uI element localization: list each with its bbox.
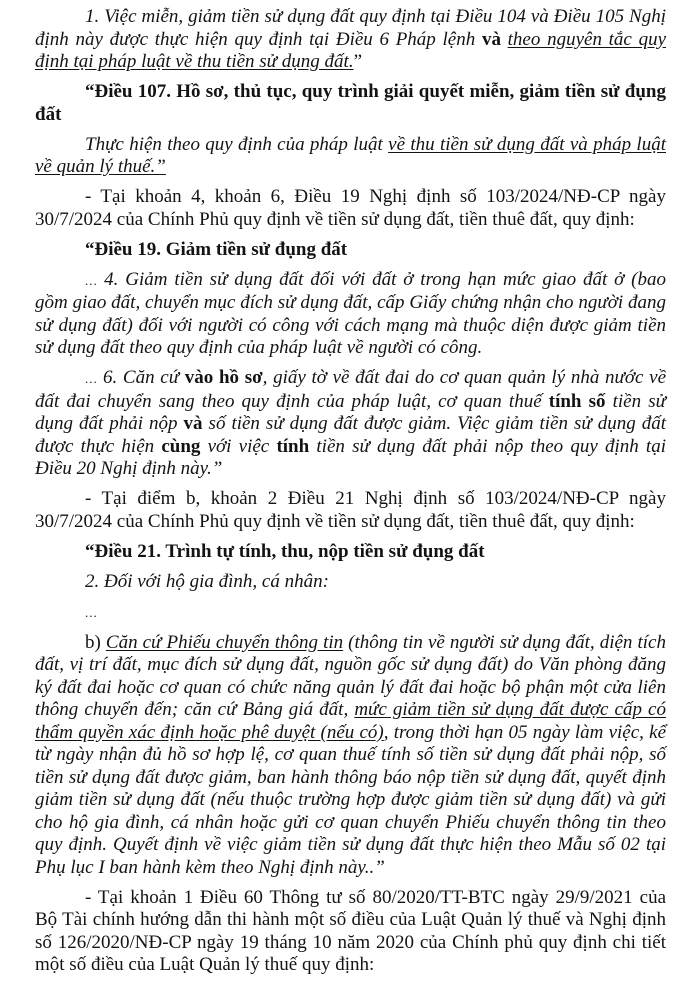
- text-run: số tiền sử dụng đất được giảm. Việc giảm tiền sử dụng đất được thực hiện: [35, 413, 666, 457]
- text-run: “Điều 107. Hồ sơ, thủ tục, quy trình giải quyết miễn, giảm tiền sử đụng đất: [35, 81, 666, 125]
- ellipsis-line: [35, 601, 666, 625]
- text-run: , giấy tờ về đất đai do cơ quan quản lý nhà nước về đất đai chuyển sang theo quy định của pháp luật, cơ quan thuế: [35, 367, 667, 412]
- text-run: và: [481, 28, 508, 50]
- text-run: mức giảm tiền sử dụng đất được cấp có thẩm quyền xác định hoặc phê duyệt (nếu có): [35, 699, 666, 743]
- text-run: Căn cứ Phiếu chuyển thông tin: [105, 631, 344, 653]
- text-run: 6. Căn cứ: [102, 367, 185, 388]
- text-run: 1. Việc miễn, giảm tiền sử dụng đất quy định tại Điều 104 và Điều 105 Nghị định này được thực hiện quy định tại Điều 6 Pháp lệnh: [35, 6, 666, 50]
- text-run: (thông tin về người sử dụng đất, diện tích đất, vị trí đất, mục đích sử dụng đất, nguồn gốc sử dụng đất) do Văn phòng đăng ký đất đai hoặc cơ quan có chức năng quản lý đất đai hoặc bộ phận một cửa liên thông chuyển đến; căn cứ Bảng giá đất,: [35, 631, 666, 720]
- text-run: 4. Giảm tiền sử dụng đất đối với đất ở trong hạn mức giao đất ở (bao gồm giao đất, chuyển mục đích sử dụng đất, cấp Giấy chứng nhận cho người đang sử dụng đất) đối với người có công với cách mạng mà thuộc diện được giảm tiền sử dụng đất theo quy định của pháp luật về người có công.: [35, 268, 667, 358]
- cite-diem-b-khoan-2-dieu-21: [35, 488, 666, 533]
- text-run: “Điều 19. Giảm tiền sử đụng đất: [85, 238, 348, 260]
- text-run: - Tại khoản 4, khoản 6, Điều 19 Nghị định số 103/2024/NĐ-CP ngày 30/7/2024 của Chính Phủ quy định về tiền sử dụng đất, tiền thuê đất, quy định:: [35, 186, 666, 230]
- text-run: tính: [276, 435, 317, 457]
- text-run: - Tại điểm b, khoản 2 Điều 21 Nghị định số 103/2024/NĐ-CP ngày 30/7/2024 của Chính Phủ quy định về tiền sử dụng đất, tiền thuê đất, quy định:: [35, 488, 666, 532]
- text-run: “Điều 21. Trình tự tính, thu, nộp tiền sử đụng đất: [85, 540, 485, 562]
- intro-clause-1: [35, 6, 666, 74]
- text-run: tính số: [548, 390, 613, 412]
- heading-dieu-21: [35, 541, 666, 564]
- clause-2-ho-gia-dinh: [35, 571, 666, 594]
- text-run: 2. Đối với hộ gia đình, cá nhân:: [85, 570, 329, 592]
- text-run: và: [183, 413, 209, 434]
- text-run: Thực hiện theo quy định của pháp luật: [85, 133, 389, 155]
- cite-khoan-1-dieu-60: [35, 887, 666, 977]
- para-thuc-hien: [35, 134, 666, 179]
- document-content: [35, 6, 666, 977]
- text-run: với việc: [207, 435, 277, 457]
- clause-b: [35, 632, 666, 880]
- text-run: tiền sử dụng đất phải nộp: [35, 390, 666, 434]
- text-run: ...: [85, 371, 103, 386]
- text-run: , trong thời hạn 05 ngày làm việc, kể từ ngày nhận đủ hồ sơ hợp lệ, cơ quan thuế tính số tiền sử dụng đất phải nộp, số tiền sử dụng đất được giảm, ban hành thông báo nộp tiền sử dụng đất, quyết định giảm tiền sử dụng đất (nếu thuộc trường hợp được giảm tiền sử dụng đất) và gửi cho hộ gia đình, cá nhân hoặc gửi cơ quan chuyển Phiếu chuyển thông tin theo quy định. Quyết định về việc giảm tiền sử dụng đất thực hiện theo Mẫu số 02 tại Phụ lục I ban hành kèm theo Nghị định này..”: [35, 721, 666, 878]
- text-run: ”: [353, 51, 363, 72]
- text-run: về thu tiền sử dụng đất và pháp luật về quản lý thuế.”: [35, 133, 666, 177]
- text-run: ...: [85, 604, 98, 620]
- cite-khoan-4-6-dieu-19: [35, 186, 666, 231]
- text-run: theo nguyên tắc quy định tại pháp luật về thu tiền sử dụng đất.: [35, 28, 666, 72]
- text-run: cùng: [161, 435, 208, 457]
- clause-4: [35, 269, 666, 360]
- text-run: b): [85, 631, 106, 653]
- heading-dieu-107: [35, 81, 666, 126]
- text-run: ...: [85, 272, 105, 288]
- clause-6: [35, 367, 666, 481]
- text-run: - Tại khoản 1 Điều 60 Thông tư số 80/2020/TT-BTC ngày 29/9/2021 của Bộ Tài chính hướng dẫn thi hành một số điều của Luật Quản lý thuế và Nghị định số 126/2020/NĐ-CP ngày 19 tháng 10 năm 2020 của Chính phủ quy định chi tiết một số điều của Luật Quản lý thuế quy định:: [35, 886, 666, 975]
- text-run: vào hồ sơ: [184, 367, 263, 388]
- text-run: tiền sử dụng đất phải nộp theo quy định tại Điều 20 Nghị định này.”: [35, 435, 666, 479]
- heading-dieu-19: [35, 239, 666, 262]
